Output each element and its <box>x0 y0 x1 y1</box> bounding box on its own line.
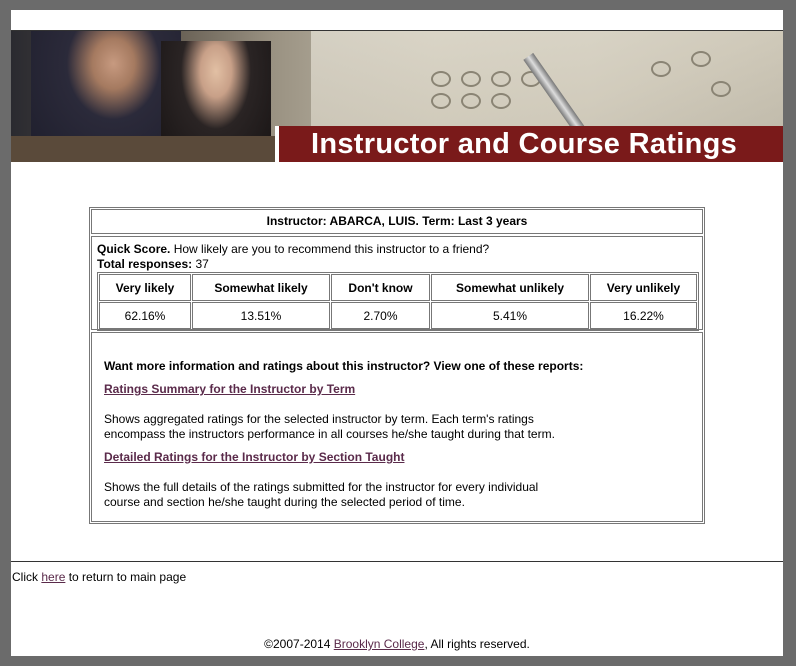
rating-header: Don't know <box>331 274 430 301</box>
return-suffix: to return to main page <box>68 570 187 584</box>
bubble-graphic <box>431 93 451 109</box>
bubble-graphic <box>431 71 451 87</box>
page-title: Instructor and Course Ratings <box>275 126 783 162</box>
bubble-graphic <box>691 51 711 67</box>
rating-value: 5.41% <box>431 302 589 329</box>
return-line <box>12 570 186 584</box>
rating-value: 13.51% <box>192 302 330 329</box>
rating-header: Somewhat likely <box>192 274 330 301</box>
ratings-header-row <box>99 274 697 301</box>
bottom-divider <box>11 561 783 562</box>
bubble-graphic <box>711 81 731 97</box>
rating-value: 62.16% <box>99 302 191 329</box>
bubble-graphic <box>461 71 481 87</box>
ratings-table <box>97 272 699 331</box>
quick-score-label: Quick Score. <box>97 242 171 256</box>
return-here-link[interactable]: here <box>41 570 66 584</box>
rating-header: Very likely <box>99 274 191 301</box>
return-prefix: Click <box>12 570 38 584</box>
brooklyn-college-link[interactable]: Brooklyn College <box>333 637 425 651</box>
ratings-value-row <box>99 302 697 329</box>
instructor-header: Instructor: ABARCA, LUIS. Term: Last 3 years <box>91 209 703 234</box>
bubble-graphic <box>491 93 511 109</box>
ratings-summary-description: Shows aggregated ratings for the selected instructor by term. Each term's ratings encompass the instructors performance in all courses he/she taught during that term. <box>104 412 555 441</box>
quick-score-line <box>97 242 489 256</box>
total-responses-value: 37 <box>195 257 209 271</box>
reports-intro: Want more information and ratings about this instructor? View one of these reports: <box>104 359 584 373</box>
copyright-text: ©2007-2014 <box>264 637 331 651</box>
detailed-ratings-link[interactable]: Detailed Ratings for the Instructor by Section Taught <box>104 450 405 464</box>
detailed-ratings-description: Shows the full details of the ratings submitted for the instructor for every individual course and section he/she taught during the selected period of time. <box>104 480 539 509</box>
bubble-graphic <box>461 93 481 109</box>
desk-graphic <box>11 136 301 162</box>
footer <box>11 637 783 651</box>
ratings-summary-link[interactable]: Ratings Summary for the Instructor by Term <box>104 382 356 396</box>
bubble-graphic <box>651 61 671 77</box>
banner-image <box>11 31 783 162</box>
reports-section <box>91 332 703 522</box>
quick-score-section <box>91 236 703 330</box>
rating-header: Somewhat unlikely <box>431 274 589 301</box>
rights-text: , All rights reserved. <box>424 637 530 651</box>
bubble-graphic <box>491 71 511 87</box>
total-responses-label: Total responses: <box>97 257 193 271</box>
quick-score-question: How likely are you to recommend this instructor to a friend? <box>173 242 490 256</box>
total-responses-line <box>97 257 209 271</box>
ratings-box <box>89 207 705 524</box>
rating-value: 16.22% <box>590 302 697 329</box>
rating-header: Very unlikely <box>590 274 697 301</box>
page <box>11 10 783 656</box>
rating-value: 2.70% <box>331 302 430 329</box>
